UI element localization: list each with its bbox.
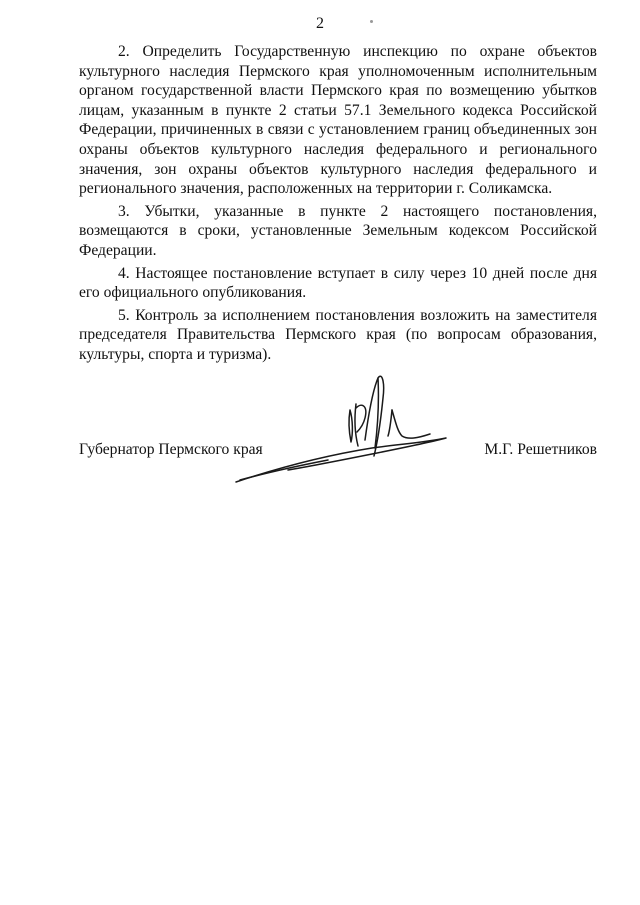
signatory-name: М.Г. Решетников xyxy=(484,441,597,458)
page-number: 2 xyxy=(316,15,324,32)
signatory-title: Губернатор Пермского края xyxy=(79,441,263,458)
paragraph-2: 2. Определить Государственную инспекцию по охране объектов культурного наследия Пермского края уполномоченным исполнительным органом государственной власти Пермского края по возмещению убытков лицам, указанным в пункте 2 статьи 57.1 Земельного кодекса Российской Федерации, причиненных в связи с установлением границ объединенных зон охраны объектов культурного наследия федерального и регионального значения, зон охраны объектов культурного наследия федерального и регионального значения, расположенных на территории г. Соликамска. xyxy=(79,43,597,198)
handwritten-signature xyxy=(232,370,482,485)
paragraph-5: 5. Контроль за исполнением постановления возложить на заместителя председателя Правительства Пермского края (по вопросам образования, культуры, спорта и туризма). xyxy=(79,306,597,363)
paragraph-3: 3. Убытки, указанные в пункте 2 настоящего постановления, возмещаются в сроки, установленные Земельным кодексом Российской Федерации. xyxy=(79,202,597,259)
document-body xyxy=(79,42,597,368)
paragraph-4: 4. Настоящее постановление вступает в силу через 10 дней после дня его официального опубликования. xyxy=(79,264,597,302)
scan-speck xyxy=(370,20,373,23)
